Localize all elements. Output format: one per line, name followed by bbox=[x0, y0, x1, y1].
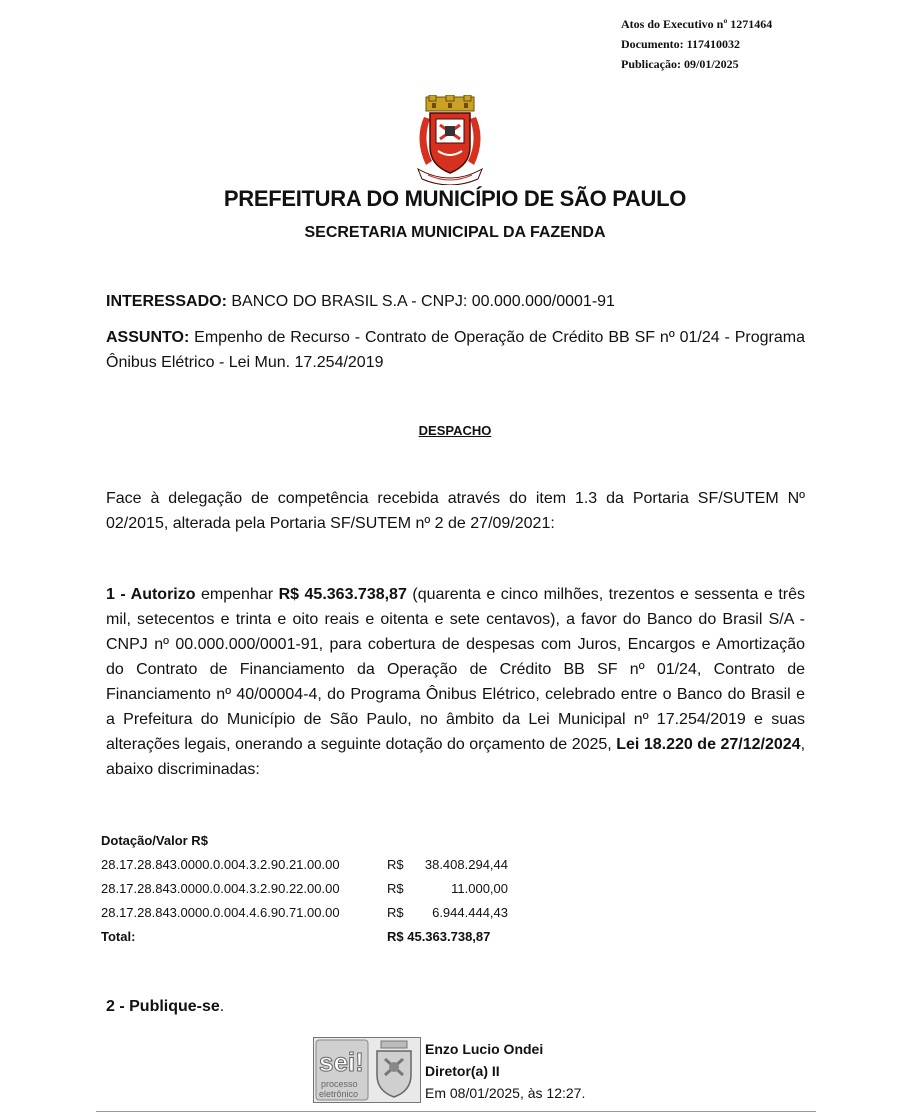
item1-law: Lei 18.220 de 27/12/2024 bbox=[616, 736, 801, 753]
row-amount: 38.408.294,44 bbox=[424, 857, 508, 872]
document-number: Documento: 117410032 bbox=[621, 37, 740, 51]
coat-of-arms-icon bbox=[412, 95, 488, 185]
item1-lead: 1 - Autorizo bbox=[106, 586, 196, 603]
item1-text-c: , abaixo discriminadas: bbox=[106, 736, 806, 778]
total-label: Total: bbox=[101, 929, 136, 944]
sei-logo-sub2: eletrônico bbox=[319, 1089, 359, 1099]
assunto-label: ASSUNTO: bbox=[106, 329, 190, 346]
assunto-value: Empenho de Recurso - Contrato de Operação de Crédito BB SF nº 01/24 - Programa Ônibus Elétrico - Lei Mun. 17.254/2019 bbox=[106, 329, 805, 371]
document-meta bbox=[621, 14, 772, 74]
row-amount: 11.000,00 bbox=[451, 881, 508, 896]
table-row bbox=[101, 853, 508, 877]
publication-date: Publicação: 09/01/2025 bbox=[621, 57, 739, 71]
interessado-line bbox=[106, 289, 805, 314]
intro-paragraph: Face à delegação de competência recebida através do item 1.3 da Portaria SF/SUTEM Nº 02/2015, alterada pela Portaria SF/SUTEM nº 2 de 27/09/2021: bbox=[106, 490, 805, 532]
row-code: 28.17.28.843.0000.0.004.3.2.90.22.00.00 bbox=[101, 881, 340, 896]
row-currency: R$ bbox=[387, 857, 404, 872]
item1-amount: R$ 45.363.738,87 bbox=[278, 586, 407, 603]
row-currency: R$ bbox=[387, 881, 404, 896]
item1-text-a: empenhar bbox=[195, 586, 279, 603]
sei-logo-text: sei! bbox=[319, 1047, 364, 1077]
assunto-line bbox=[106, 325, 805, 375]
item1-paragraph bbox=[106, 582, 805, 782]
page-subtitle: SECRETARIA MUNICIPAL DA FAZENDA bbox=[304, 224, 606, 241]
interessado-value: BANCO DO BRASIL S.A - CNPJ: 00.000.000/0001-91 bbox=[226, 293, 615, 310]
interessado-label: INTERESSADO: bbox=[106, 293, 227, 310]
signer-role: Diretor(a) II bbox=[425, 1063, 500, 1079]
sei-logo-sub1: processo bbox=[321, 1079, 358, 1089]
footer-divider bbox=[96, 1111, 816, 1112]
sei-logo-icon bbox=[313, 1037, 421, 1103]
item2-tail: . bbox=[219, 998, 225, 1015]
signer-name: Enzo Lucio Ondei bbox=[425, 1041, 544, 1057]
budget-table bbox=[101, 829, 508, 949]
table-header: Dotação/Valor R$ bbox=[101, 833, 208, 848]
despacho-heading: DESPACHO bbox=[418, 423, 492, 438]
row-code: 28.17.28.843.0000.0.004.3.2.90.21.00.00 bbox=[101, 857, 340, 872]
signature-date: Em 08/01/2025, às 12:27. bbox=[425, 1085, 586, 1101]
table-total-row bbox=[101, 925, 508, 949]
table-row bbox=[101, 877, 508, 901]
page-title: PREFEITURA DO MUNICÍPIO DE SÃO PAULO bbox=[223, 186, 687, 211]
table-row bbox=[101, 901, 508, 925]
item1-text-b: (quarenta e cinco milhões, trezentos e sessenta e três mil, setecentos e trinta e oito reais e oitenta e sete centavos), a favor do Banco do Brasil S/A - CNPJ nº 00.000.000/0001-91, para cobertura de despesas com Juros, Encargos e Amortização do Contrato de Financiamento da Operação de Crédito BB SF nº 01/24, Contrato de Financiamento nº 40/00004-4, do Programa Ônibus Elétrico, celebrado entre o Banco do Brasil e a Prefeitura do Município de São Paulo, no âmbito da Lei Municipal nº 17.254/2019 e suas alterações legais, onerando a seguinte dotação do orçamento de 2025, bbox=[106, 586, 806, 753]
item2-lead: 2 - Publique-se bbox=[106, 998, 220, 1015]
row-code: 28.17.28.843.0000.0.004.4.6.90.71.00.00 bbox=[101, 905, 340, 920]
signature-block bbox=[425, 1038, 585, 1104]
item2-line bbox=[106, 998, 224, 1016]
total-value: R$ 45.363.738,87 bbox=[387, 929, 491, 944]
row-currency: R$ bbox=[387, 905, 404, 920]
atos-number: Atos do Executivo nº 1271464 bbox=[621, 17, 773, 31]
row-amount: 6.944.444,43 bbox=[432, 905, 508, 920]
